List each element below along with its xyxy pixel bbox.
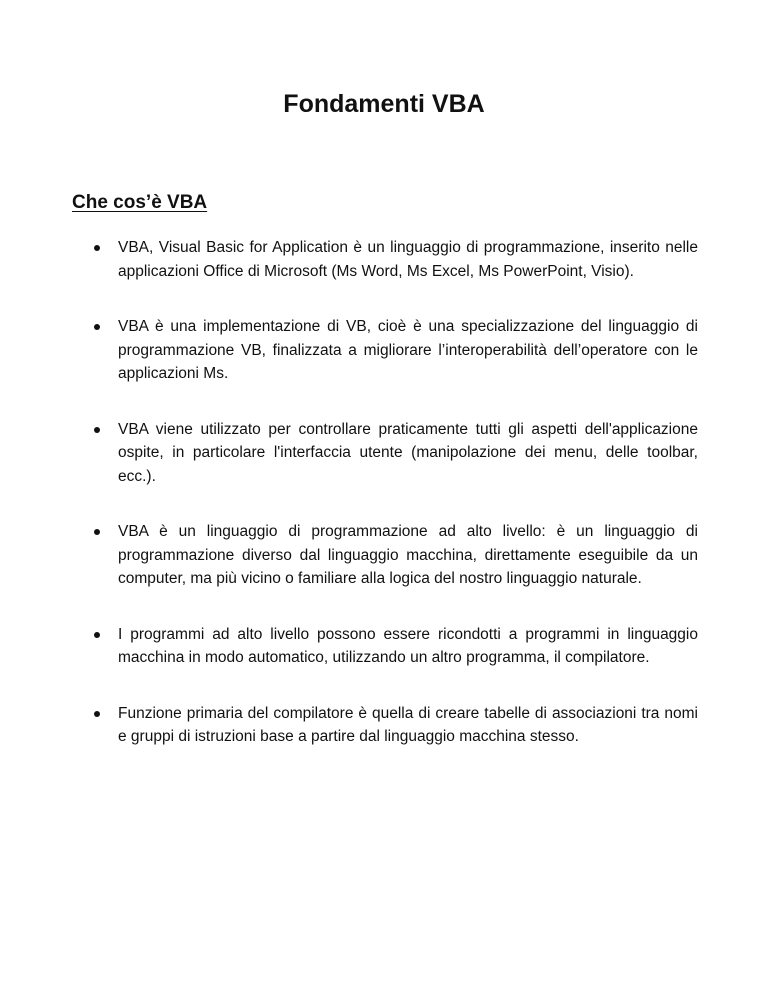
bullet-icon (94, 711, 100, 717)
section-heading: Che cos’è VBA (72, 192, 208, 213)
bullet-icon (94, 632, 100, 638)
bullet-icon (94, 529, 100, 535)
list-item (92, 236, 698, 283)
bullet-icon (94, 245, 100, 251)
list-item-text: VBA è una implementazione di VB, cioè è una specializzazione del linguaggio di programmazione VB, finalizzata a migliorare l’interoperabilità dell’operatore con le applicazioni Ms. (118, 318, 698, 382)
list-item-text: VBA viene utilizzato per controllare praticamente tutti gli aspetti dell'applicazione ospite, in particolare l'interfaccia utente (manipolazione dei menu, delle toolbar, ecc.). (118, 420, 698, 485)
bullet-icon (94, 427, 100, 433)
list-item (92, 418, 698, 489)
list-item (92, 623, 698, 670)
bullet-list (92, 236, 698, 781)
list-item (92, 520, 698, 591)
list-item-text: VBA, Visual Basic for Application è un linguaggio di programmazione, inserito nelle applicazioni Office di Microsoft (Ms Word, Ms Excel, Ms PowerPoint, Visio). (118, 239, 698, 280)
list-item-text: VBA è un linguaggio di programmazione ad alto livello: è un linguaggio di programmazione diverso dal linguaggio macchina, direttamente eseguibile da un computer, ma più vicino o familiare alla logica del nostro linguaggio naturale. (118, 523, 698, 587)
list-item (92, 315, 698, 386)
list-item-text: I programmi ad alto livello possono essere ricondotti a programmi in linguaggio macchina in modo automatico, utilizzando un altro programma, il compilatore. (118, 625, 698, 666)
list-item-text: Funzione primaria del compilatore è quella di creare tabelle di associazioni tra nomi e gruppi di istruzioni base a partire dal linguaggio macchina stesso. (118, 704, 698, 745)
page-title: Fondamenti VBA (283, 90, 485, 118)
list-item (92, 702, 698, 749)
bullet-icon (94, 324, 100, 330)
